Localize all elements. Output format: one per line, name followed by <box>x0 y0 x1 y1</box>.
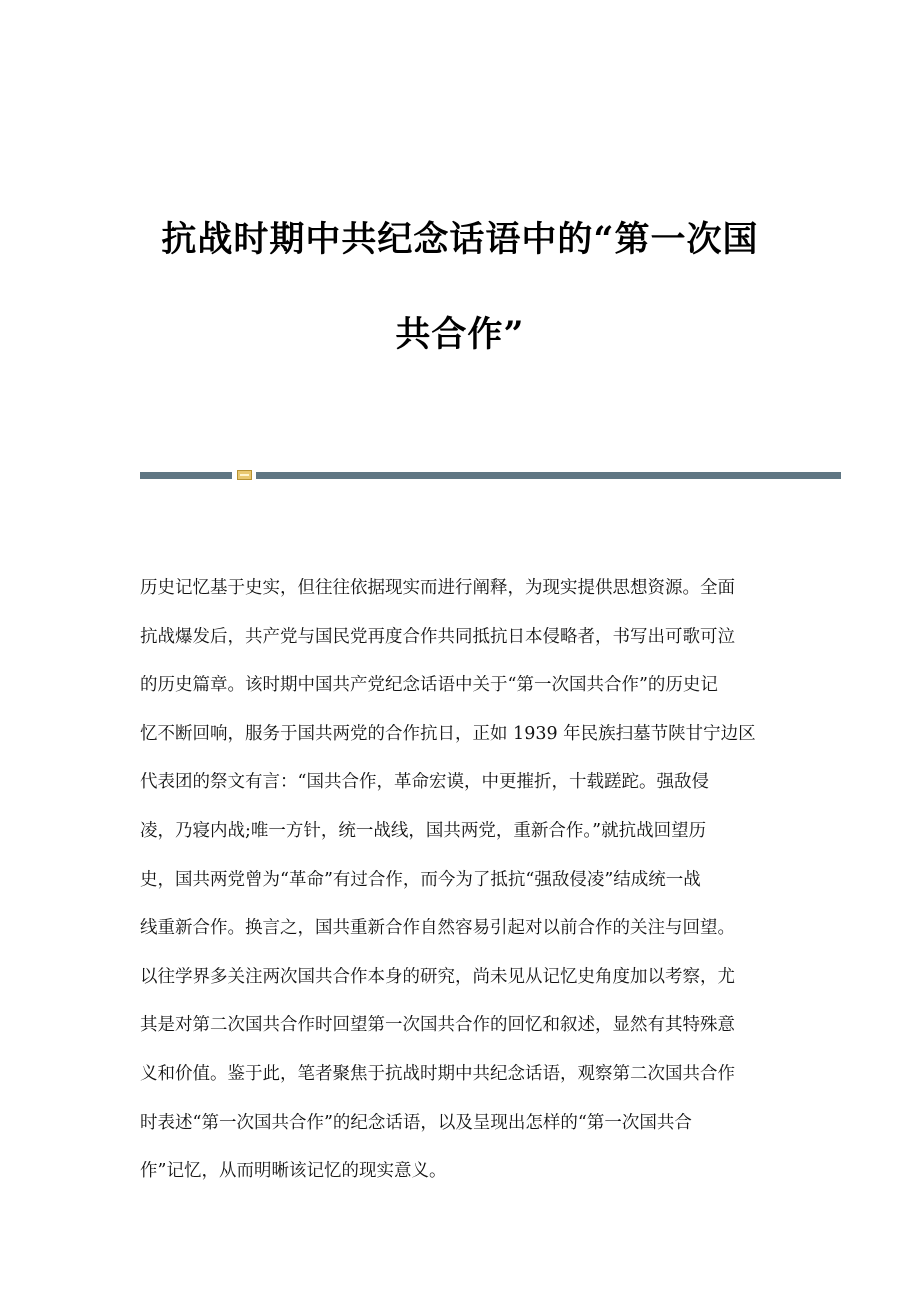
paragraph-line: 的历史篇章。该时期中国共产党纪念话语中关于“第一次国共合作”的历史记 <box>140 675 718 696</box>
paragraph-line: 以往学界多关注两次国共合作本身的研究，尚未见从记忆史角度加以考察，尤 <box>140 966 735 987</box>
paragraph-line: 史，国共两党曾为“革命”有过合作，而今为了抵抗“强敌侵凌”结成统一战 <box>140 869 701 890</box>
paragraph-line: 其是对第二次国共合作时回望第一次国共合作的回忆和叙述，显然有其特殊意 <box>140 1015 735 1036</box>
paragraph-line: 凌，乃寝内战;唯一方针，统一战线，国共两党，重新合作。”就抗战回望历 <box>140 820 707 841</box>
paragraph-line: 时表述“第一次国共合作”的纪念话语，以及呈现出怎样的“第一次国共合 <box>140 1112 692 1133</box>
ornament-icon <box>237 470 252 480</box>
divider-bar-right <box>256 472 841 479</box>
paragraph-line: 代表团的祭文有言：“国共合作，革命宏谟，中更摧折，十载蹉跎。强敌侵 <box>140 772 709 793</box>
page-title-line-1: 抗战时期中共纪念话语中的“第一次国 <box>161 219 759 260</box>
paragraph-line: 历史记忆基于史实，但往往依据现实而进行阐释，为现实提供思想资源。全面 <box>140 578 735 598</box>
paragraph-line: 抗战爆发后，共产党与国民党再度合作共同抵抗日本侵略者，书写出可歌可泣 <box>140 626 735 647</box>
paragraph-line: 线重新合作。换言之，国共重新合作自然容易引起对以前合作的关注与回望。 <box>140 918 735 939</box>
divider-bar-left <box>140 472 232 479</box>
title-divider <box>140 470 841 480</box>
paragraph-line: 义和价值。鉴于此，笔者聚焦于抗战时期中共纪念话语，观察第二次国共合作 <box>140 1063 735 1084</box>
paragraph-line: 作”记忆，从而明晰该记忆的现实意义。 <box>140 1161 447 1182</box>
body-paragraph <box>140 564 782 1196</box>
page-title-line-2: 共合作” <box>395 314 525 355</box>
paragraph-line: 忆不断回响，服务于国共两党的合作抗日，正如 1939 年民族扫墓节陕甘宁边区 <box>140 723 756 744</box>
